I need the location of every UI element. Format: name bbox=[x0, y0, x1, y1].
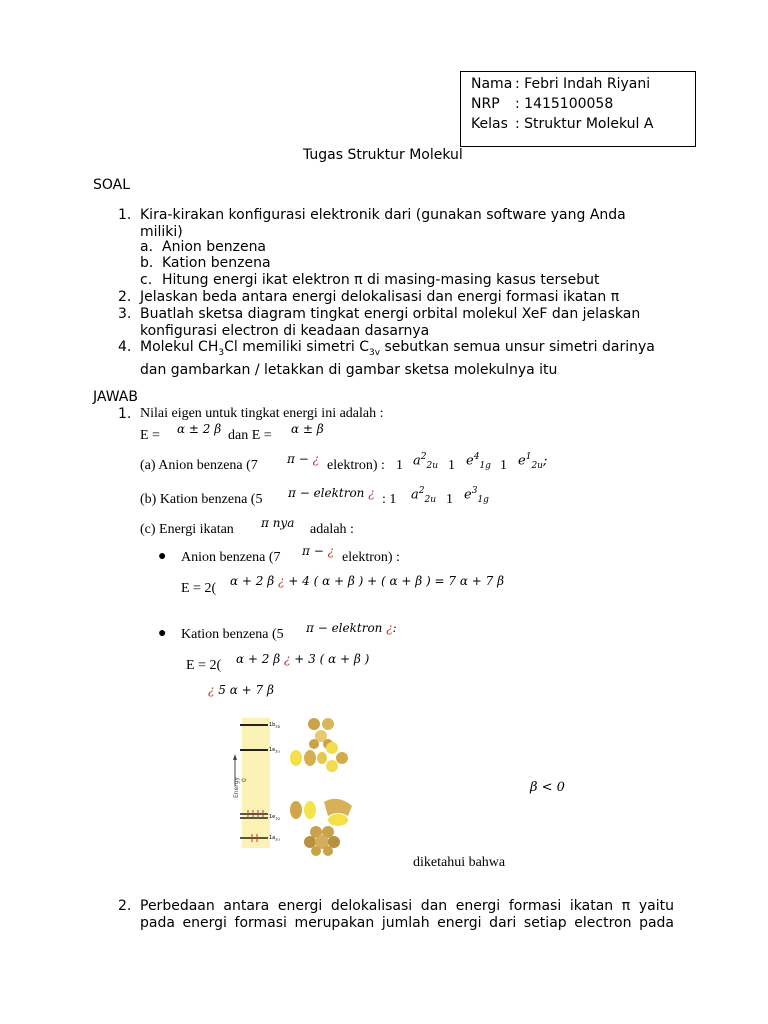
energy-axis-arrow bbox=[233, 754, 237, 760]
bullet-anion-pi: π − ¿ bbox=[302, 544, 335, 558]
nrp-label: NRP bbox=[471, 96, 500, 112]
kelas-label: Kelas bbox=[471, 116, 508, 132]
level-1e2u-label: $1e_{2u}$ bbox=[269, 747, 280, 754]
anion-pi: π − ¿ bbox=[287, 452, 320, 466]
q1-text: Kira-kirakan konfigurasi elektronik dari (gunakan software yang Anda miliki) bbox=[140, 207, 626, 240]
identity-box bbox=[460, 71, 696, 147]
coef-3: 1 bbox=[500, 458, 507, 473]
a1-intro: Nilai eigen untuk tingkat energi ini adalah : bbox=[140, 406, 384, 421]
soal-heading: SOAL bbox=[93, 177, 131, 193]
bullet-dot-1: ● bbox=[158, 549, 167, 564]
kation-e1g: $e^3_{1g}$ bbox=[464, 486, 489, 505]
page-title: Tugas Struktur Molekul bbox=[303, 147, 463, 163]
orbital-1e2u-lobes bbox=[290, 742, 348, 772]
kation-colon-one: : 1 bbox=[382, 492, 397, 507]
pi-nya: π nya bbox=[261, 516, 295, 530]
e-label: E = bbox=[140, 428, 160, 443]
kation-line: (b) Kation benzena (5 bbox=[140, 492, 263, 507]
q4-text: Molekul $CH_3Cl$ memiliki simetri $C_{3v}$ sebutkan semua unsur simetri darinya dan gambarkan / letakkan di gambar sketsa molekulnya itu bbox=[140, 339, 655, 378]
q1-b-text: Kation benzena bbox=[162, 255, 271, 271]
bullet-anion-elektron: elektron) : bbox=[342, 550, 400, 565]
nama-label: Nama bbox=[471, 76, 513, 92]
q3-text: Buatlah sketsa diagram tingkat energi orbital molekul XeF dan jelaskan konfigurasi electron di keadaan dasarnya bbox=[140, 306, 641, 339]
kation-coef: 1 bbox=[446, 492, 453, 507]
nama-value: : Febri Indah Riyani bbox=[515, 76, 651, 92]
bullet-kation-pi: π − elektron ¿: bbox=[306, 621, 397, 635]
orbital-e2u: $e^1_{2u}$; bbox=[518, 452, 548, 471]
eq-kation: α + 2 β ¿ + 3 ( α + β ) bbox=[236, 652, 370, 666]
a2-text-line1: Perbedaan antara energi delokalisasi dan energi formasi ikatan π yaitu bbox=[140, 898, 674, 914]
q3-number: 3. bbox=[118, 306, 132, 322]
eq-kation-label: E = 2( bbox=[186, 658, 222, 673]
anion-line: (a) Anion benzena (7 bbox=[140, 458, 258, 473]
bullet-dot-2: ● bbox=[158, 626, 167, 641]
q1-b-label: b. bbox=[140, 255, 154, 271]
anion-elektron: elektron) : bbox=[327, 458, 385, 473]
orbital-1e1g-lobes bbox=[290, 799, 352, 826]
a2-number: 2. bbox=[118, 898, 132, 914]
kation-pi: π − elektron ¿ bbox=[288, 486, 375, 500]
zero-label: 0 bbox=[241, 778, 248, 782]
level-1e1g-label: $1e_{1g}$ bbox=[269, 814, 280, 821]
e-value-1: α ± 2 β bbox=[177, 422, 222, 436]
eq-anion: α + 2 β ¿ + 4 ( α + β ) + ( α + β ) = 7 α + 7 β bbox=[230, 574, 505, 588]
q1-a-label: a. bbox=[140, 239, 154, 255]
coef-1: 1 bbox=[396, 458, 403, 473]
q1-c-text: Hitung energi ikat elektron π di masing-masing kasus tersebut bbox=[162, 272, 600, 288]
energy-axis-label: Energy bbox=[233, 776, 240, 798]
orbital-1a2u-lobes bbox=[304, 826, 340, 856]
q1-number: 1. bbox=[118, 207, 132, 223]
adalah-label: adalah : bbox=[310, 522, 354, 537]
eq-kation-2: ¿ 5 α + 7 β bbox=[208, 683, 274, 697]
diketahui-label: diketahui bahwa bbox=[413, 855, 506, 870]
coef-2: 1 bbox=[448, 458, 455, 473]
q4-number: 4. bbox=[118, 339, 132, 355]
energy-band bbox=[242, 718, 270, 848]
a2-text-line2: pada energi formasi merupakan jumlah energi dari setiap electron pada bbox=[140, 915, 674, 931]
jawab-heading: JAWAB bbox=[93, 389, 138, 405]
q2-number: 2. bbox=[118, 289, 132, 305]
beta-condition: β < 0 bbox=[530, 780, 565, 795]
dan-label: dan E = bbox=[228, 428, 272, 443]
level-1b2g-label: $1b_{2g}$ bbox=[269, 722, 280, 729]
q2-text: Jelaskan beda antara energi delokalisasi dan energi formasi ikatan π bbox=[140, 289, 620, 305]
q1-c-label: c. bbox=[140, 272, 153, 288]
nrp-value: : 1415100058 bbox=[515, 96, 614, 112]
bullet-anion-text: Anion benzena (7 bbox=[181, 550, 281, 565]
level-1a2u-label: $1a_{2u}$ bbox=[269, 835, 280, 842]
energi-ikatan-line: (c) Energi ikatan bbox=[140, 522, 234, 537]
eq-anion-label: E = 2( bbox=[181, 581, 217, 596]
benzene-mo-diagram bbox=[232, 714, 362, 856]
kation-a2u: $a^2_{2u}$ bbox=[411, 486, 437, 505]
kelas-value: : Struktur Molekul A bbox=[515, 116, 654, 132]
orbital-e1g: $e^4_{1g}$ bbox=[466, 452, 491, 471]
q1-a-text: Anion benzena bbox=[162, 239, 267, 255]
e-value-2: α ± β bbox=[291, 422, 324, 436]
bullet-kation-text: Kation benzena (5 bbox=[181, 627, 284, 642]
a1-number: 1. bbox=[118, 406, 132, 422]
orbital-a2u: $a^2_{2u}$ bbox=[413, 452, 439, 471]
